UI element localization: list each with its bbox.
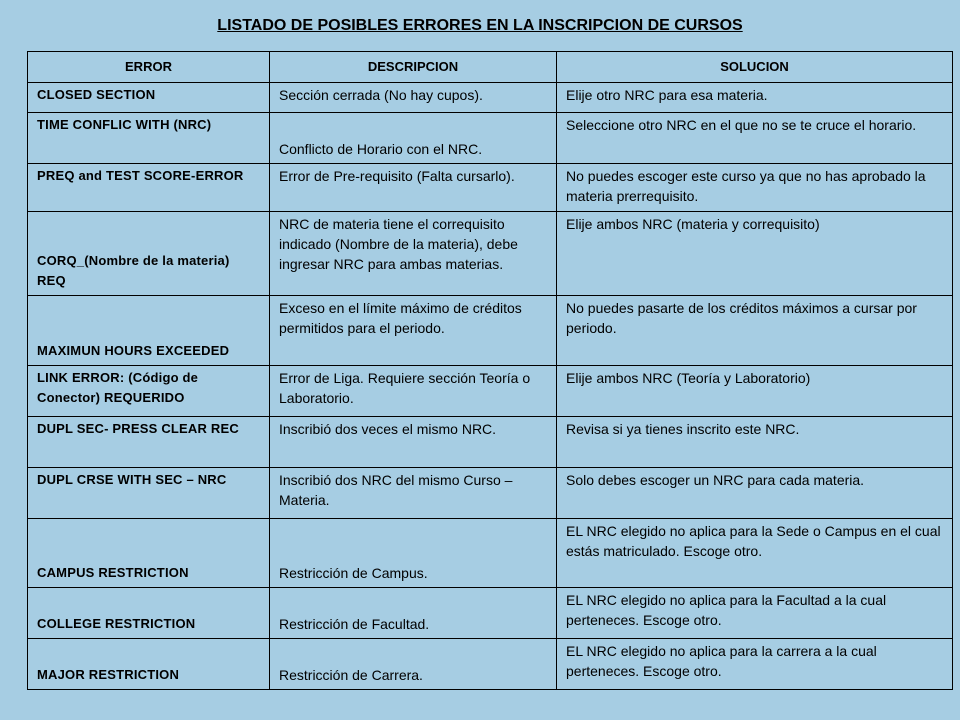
solution-cell: EL NRC elegido no aplica para la Facultad a la cual perteneces. Escoge otro. xyxy=(557,588,953,639)
error-cell: MAXIMUN HOURS EXCEEDED xyxy=(28,296,270,366)
description-cell: Conflicto de Horario con el NRC. xyxy=(270,113,557,164)
table-row xyxy=(28,366,953,417)
error-cell: CLOSED SECTION xyxy=(28,83,270,113)
solution-cell: Elije otro NRC para esa materia. xyxy=(557,83,953,113)
error-cell: DUPL CRSE WITH SEC – NRC xyxy=(28,468,270,519)
description-cell: Restricción de Carrera. xyxy=(270,639,557,690)
solution-cell: No puedes escoger este curso ya que no has aprobado la materia prerrequisito. xyxy=(557,164,953,212)
solution-cell: Solo debes escoger un NRC para cada materia. xyxy=(557,468,953,519)
errors-table xyxy=(27,51,953,690)
solution-cell: EL NRC elegido no aplica para la carrera a la cual perteneces. Escoge otro. xyxy=(557,639,953,690)
table-row xyxy=(28,164,953,212)
table-row xyxy=(28,83,953,113)
description-cell: Sección cerrada (No hay cupos). xyxy=(270,83,557,113)
error-cell: COLLEGE RESTRICTION xyxy=(28,588,270,639)
description-cell: Inscribió dos NRC del mismo Curso – Materia. xyxy=(270,468,557,519)
description-cell: Error de Pre-requisito (Falta cursarlo). xyxy=(270,164,557,212)
table-row xyxy=(28,639,953,690)
error-cell: TIME CONFLIC WITH (NRC) xyxy=(28,113,270,164)
solution-cell: Revisa si ya tienes inscrito este NRC. xyxy=(557,417,953,468)
table-row xyxy=(28,296,953,366)
table-row xyxy=(28,113,953,164)
page-title: LISTADO DE POSIBLES ERRORES EN LA INSCRIPCION DE CURSOS xyxy=(217,17,743,34)
description-cell: Inscribió dos veces el mismo NRC. xyxy=(270,417,557,468)
header-error: ERROR xyxy=(28,52,270,83)
description-cell: NRC de materia tiene el correquisito indicado (Nombre de la materia), debe ingresar NRC para ambas materias. xyxy=(270,212,557,296)
error-cell: DUPL SEC- PRESS CLEAR REC xyxy=(28,417,270,468)
solution-cell: No puedes pasarte de los créditos máximos a cursar por periodo. xyxy=(557,296,953,366)
table-row xyxy=(28,212,953,296)
description-cell: Restricción de Facultad. xyxy=(270,588,557,639)
header-descripcion: DESCRIPCION xyxy=(270,52,557,83)
table-row xyxy=(28,417,953,468)
error-cell: CAMPUS RESTRICTION xyxy=(28,519,270,588)
error-cell: CORQ_(Nombre de la materia) REQ xyxy=(28,212,270,296)
table-row xyxy=(28,468,953,519)
error-cell: LINK ERROR: (Código de Conector) REQUERIDO xyxy=(28,366,270,417)
description-cell: Exceso en el límite máximo de créditos permitidos para el periodo. xyxy=(270,296,557,366)
solution-cell: Elije ambos NRC (Teoría y Laboratorio) xyxy=(557,366,953,417)
error-cell: PREQ and TEST SCORE-ERROR xyxy=(28,164,270,212)
error-cell: MAJOR RESTRICTION xyxy=(28,639,270,690)
solution-cell: Elije ambos NRC (materia y correquisito) xyxy=(557,212,953,296)
description-cell: Restricción de Campus. xyxy=(270,519,557,588)
header-solucion: SOLUCION xyxy=(557,52,953,83)
table-row xyxy=(28,588,953,639)
table-row xyxy=(28,519,953,588)
solution-cell: Seleccione otro NRC en el que no se te cruce el horario. xyxy=(557,113,953,164)
table-header-row xyxy=(28,52,953,83)
description-cell: Error de Liga. Requiere sección Teoría o Laboratorio. xyxy=(270,366,557,417)
solution-cell: EL NRC elegido no aplica para la Sede o Campus en el cual estás matriculado. Escoge otro. xyxy=(557,519,953,588)
